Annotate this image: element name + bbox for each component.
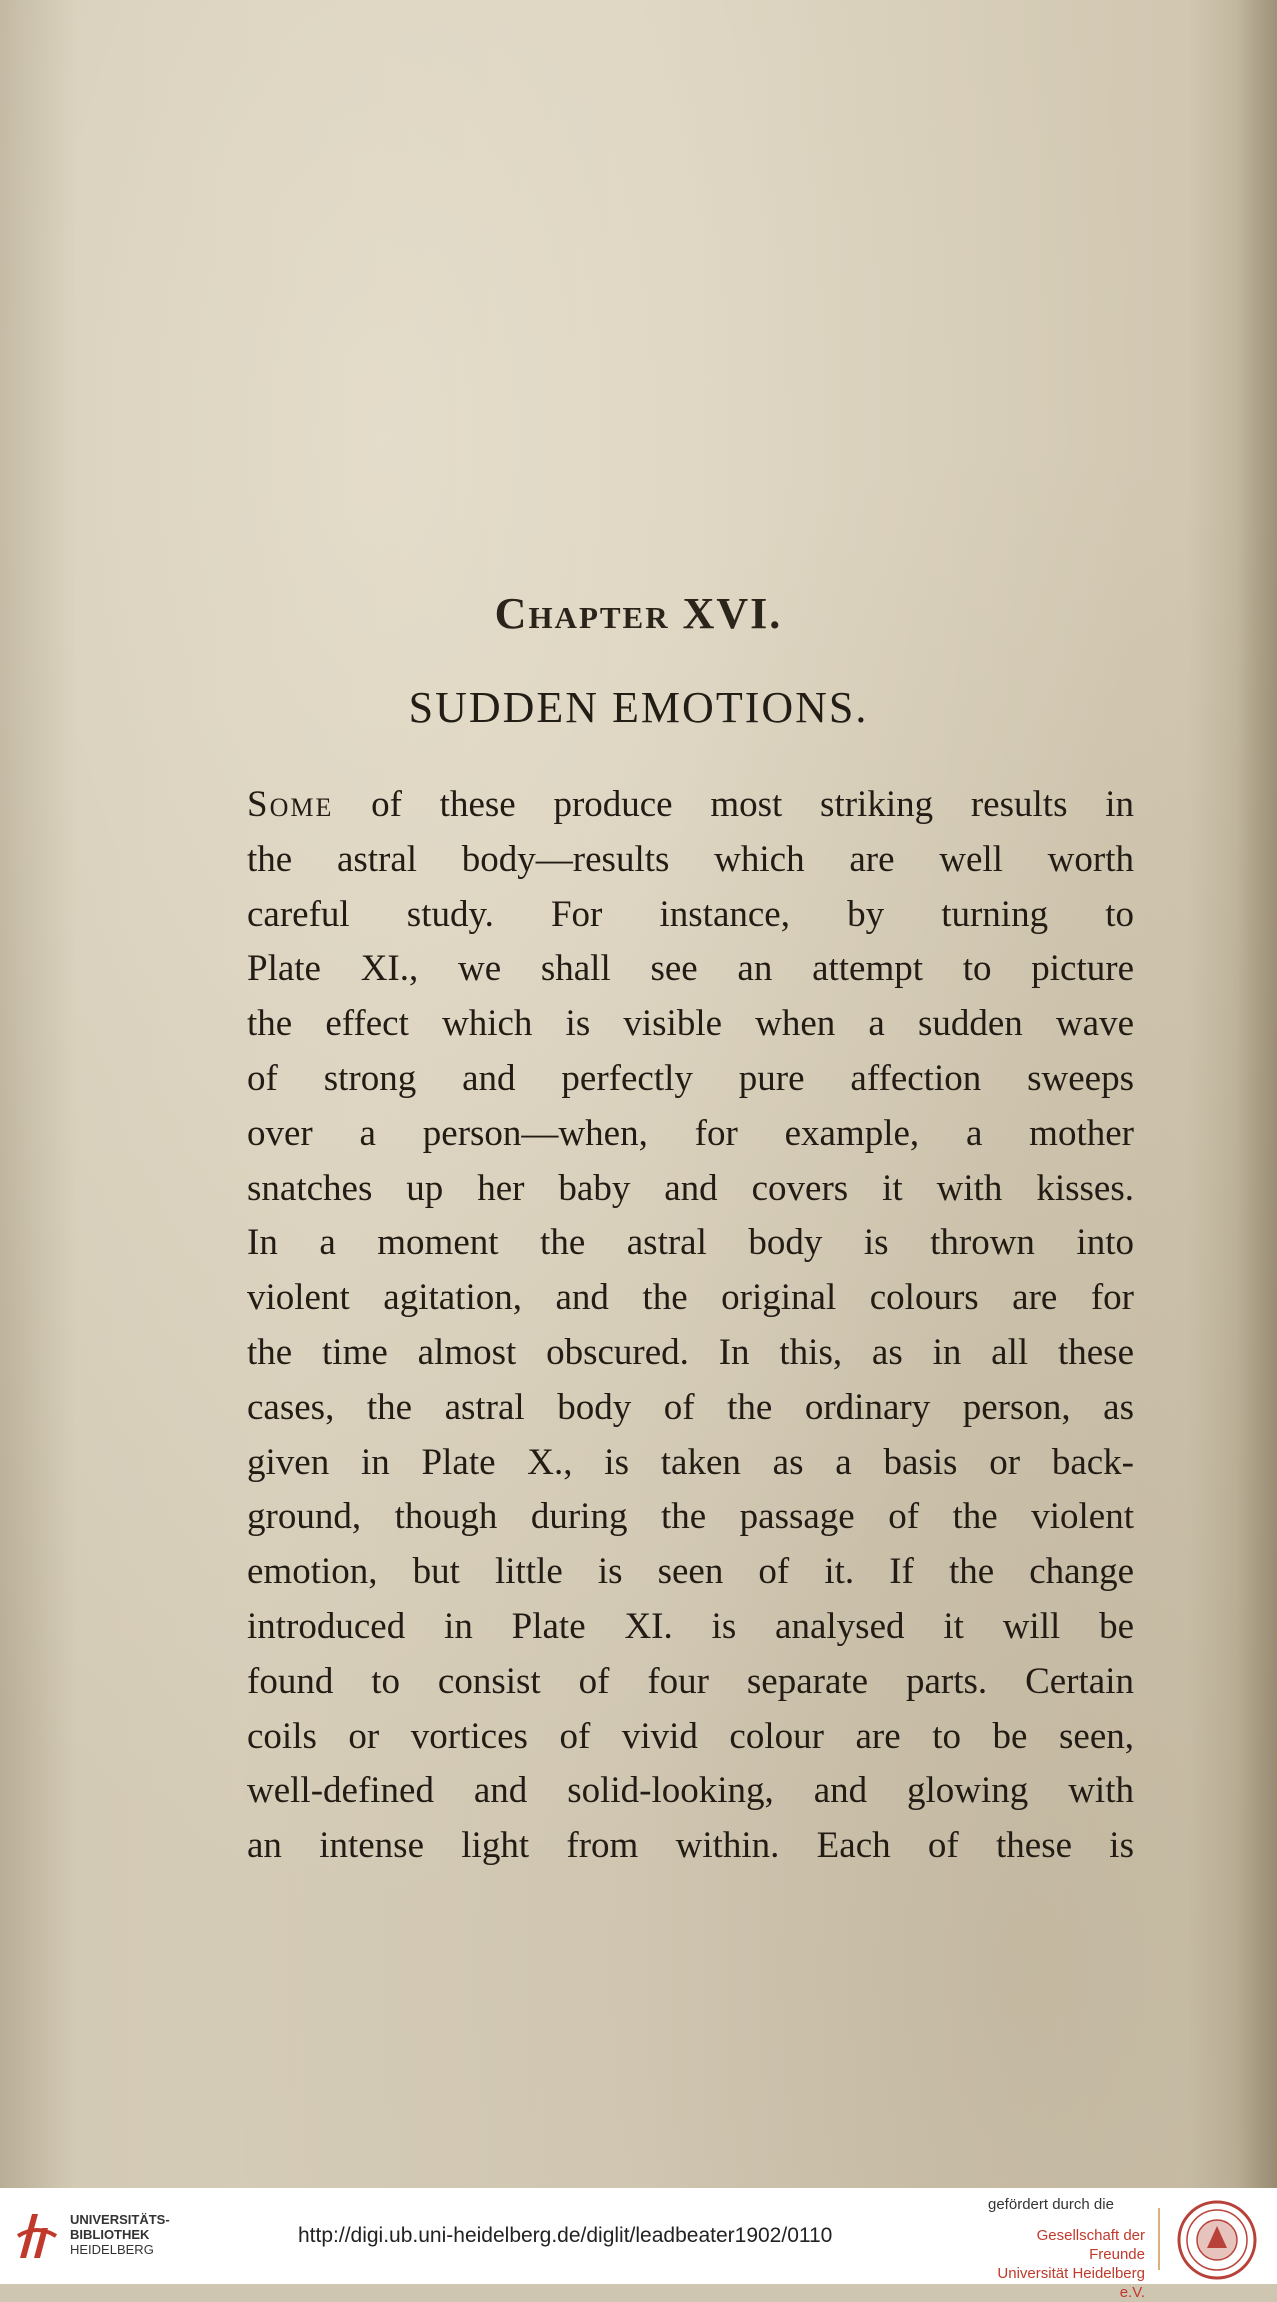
text-line-content: the effect which is visible when a sudden wave (247, 1003, 1134, 1045)
text-line (247, 778, 1134, 833)
text-line-content: given in Plate X., is taken as a basis or back- (247, 1441, 1134, 1483)
library-name-line1: UNIVERSITÄTS- (70, 2212, 170, 2227)
text-line (247, 1710, 1134, 1765)
text-line (247, 833, 1134, 888)
text-line (247, 1271, 1134, 1326)
text-line-content: In a moment the astral body is thrown into (247, 1222, 1134, 1264)
text-line (247, 942, 1134, 997)
text-line-content: the astral body—results which are well worth (247, 838, 1134, 880)
library-name (70, 2212, 170, 2257)
permalink-url[interactable]: http://digi.ub.uni-heidelberg.de/diglit/leadbeater1902/0110 (298, 2224, 833, 2247)
text-line (247, 1326, 1134, 1381)
text-line-content: introduced in Plate XI. is analysed it will be (247, 1605, 1134, 1647)
text-line (247, 1162, 1134, 1217)
text-line-content: coils or vortices of vivid colour are to be seen, (247, 1715, 1134, 1757)
text-line-content: well-defined and solid-looking, and glowing with (247, 1770, 1134, 1812)
text-line (247, 1436, 1134, 1491)
funded-by-label: gefördert durch die (988, 2196, 1114, 2213)
library-logo-icon (12, 2206, 62, 2266)
text-line-content: over a person—when, for example, a mother (247, 1112, 1134, 1154)
text-line (247, 1819, 1134, 1874)
text-line-content: found to consist of four separate parts. Certain (247, 1660, 1134, 1702)
text-line-content: the time almost obscured. In this, as in all these (247, 1331, 1134, 1373)
library-name-line3: HEIDELBERG (70, 2242, 154, 2257)
text-line (247, 1490, 1134, 1545)
text-line (247, 1764, 1134, 1819)
text-line (247, 1655, 1134, 1710)
small-caps-lead-word: Some (247, 784, 334, 825)
text-line-content: careful study. For instance, by turning to (247, 893, 1134, 935)
society-name-line1: Gesellschaft der Freunde (1036, 2227, 1145, 2263)
text-line-content: emotion, but little is seen of it. If the change (247, 1551, 1134, 1593)
library-name-line2: BIBLIOTHEK (70, 2227, 150, 2242)
text-line (247, 1216, 1134, 1271)
university-seal-icon (1175, 2198, 1259, 2282)
text-line-content: of strong and perfectly pure affection sweeps (247, 1057, 1134, 1099)
text-line (247, 997, 1134, 1052)
text-line-content: violent agitation, and the original colours are for (247, 1277, 1134, 1319)
text-line (247, 1600, 1134, 1655)
chapter-word: Chapter (494, 589, 670, 638)
page-edge-shadow (1237, 0, 1277, 2188)
text-line-content: Plate XI., we shall see an attempt to picture (247, 948, 1134, 990)
footer-bar (0, 2188, 1277, 2301)
text-line (247, 1052, 1134, 1107)
text-line (247, 888, 1134, 943)
text-line-content: ground, though during the passage of the violent (247, 1496, 1134, 1538)
text-line (247, 1107, 1134, 1162)
chapter-heading (0, 588, 1277, 639)
body-paragraph (247, 778, 1134, 1874)
footer-divider (1158, 2208, 1160, 2270)
society-name-line2: Universität Heidelberg e.V. (997, 2265, 1145, 2301)
society-name (990, 2226, 1145, 2302)
text-line-content: of these produce most striking results in (333, 784, 1134, 825)
text-line-content: snatches up her baby and covers it with kisses. (247, 1167, 1134, 1209)
chapter-number: XVI. (682, 589, 783, 638)
text-line (247, 1545, 1134, 1600)
text-line (247, 1381, 1134, 1436)
text-line-content: cases, the astral body of the ordinary person, as (247, 1386, 1134, 1428)
text-line-content: an intense light from within. Each of these is (247, 1825, 1134, 1867)
chapter-title: SUDDEN EMOTIONS. (408, 683, 869, 732)
